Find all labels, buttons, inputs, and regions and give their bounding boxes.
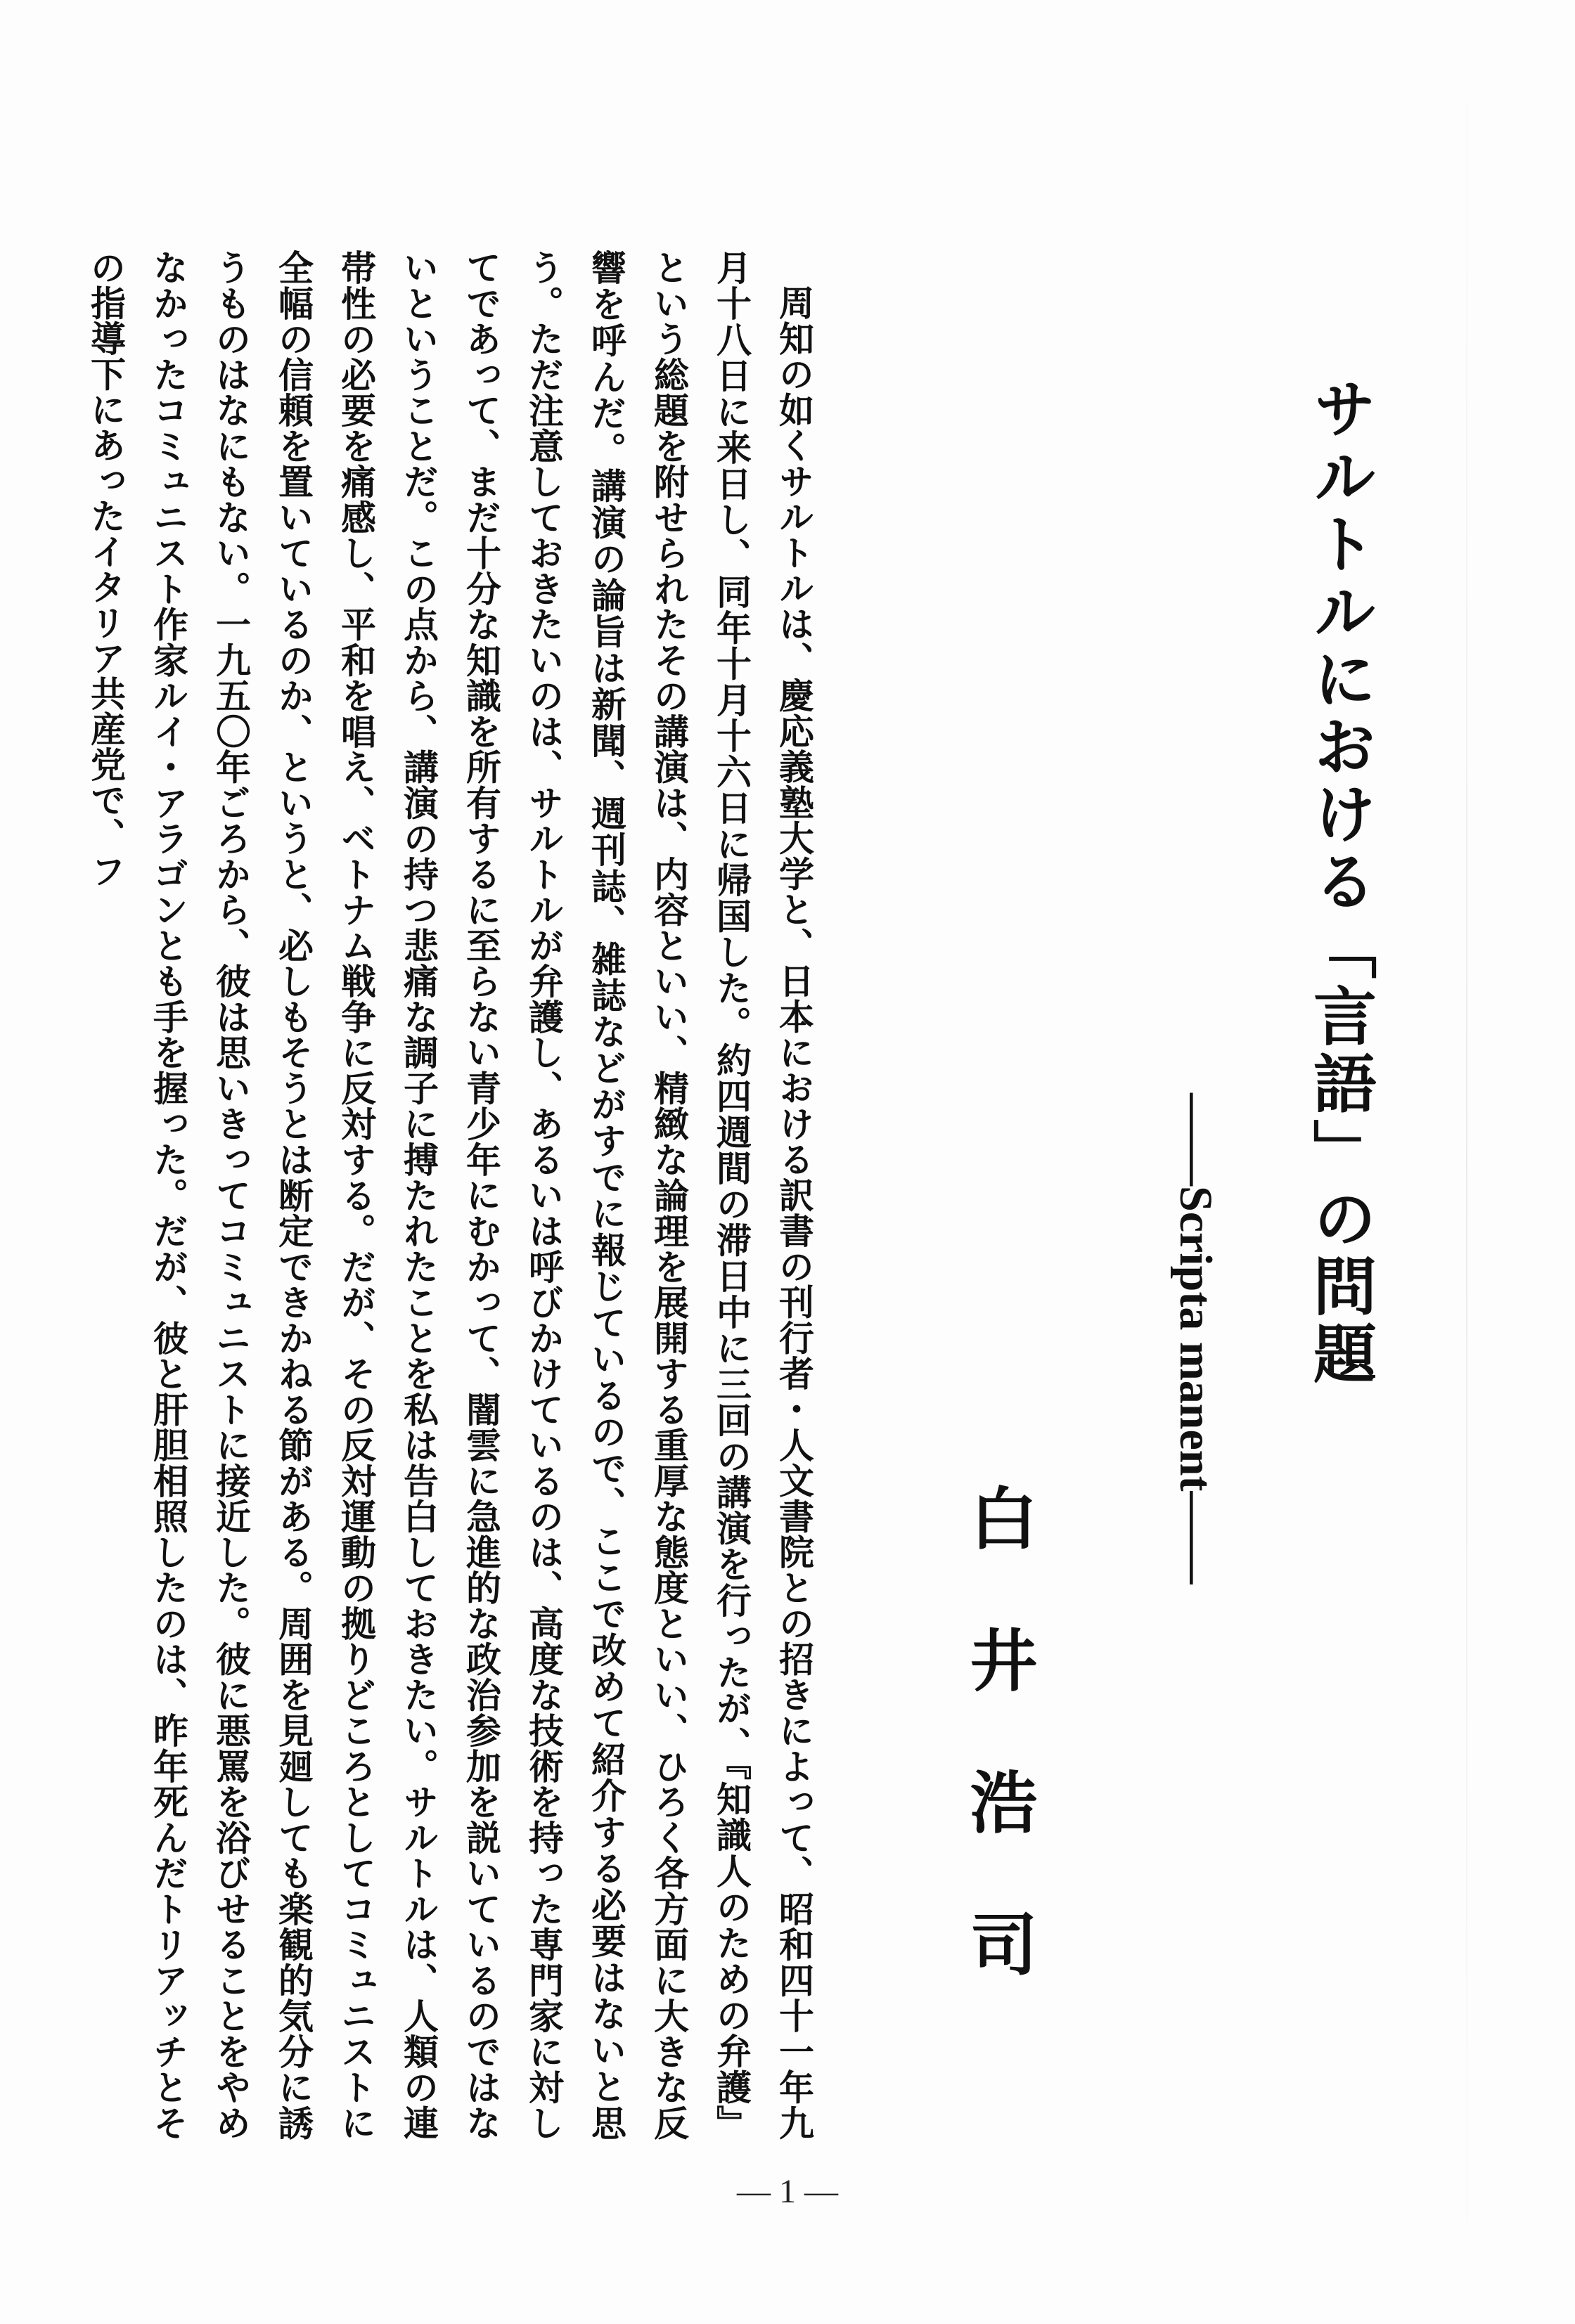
page-number: — 1 — (737, 2173, 838, 2210)
article-title: サルトルにおける「言語」の問題 (1302, 376, 1377, 1388)
article-subtitle: ――Scripta manent―― (1170, 1093, 1221, 1584)
body-text (0, 250, 825, 2141)
author-name: 白井浩司 (959, 1483, 1039, 2051)
body-paragraph: 周知の如くサルトルは、慶応義塾大学と、日本における訳書の刊行者・人文書院との招きによって、昭和四十一年九月十八日に来日し、同年十月十六日に帰国した。約四週間の滞日中に三回の講演を行ったが、『知識人のための弁護』という総題を附せられたその講演は、内容といい、精緻な論理を展開する重厚な態度といい、ひろく各方面に大きな反響を呼んだ。講演の論旨は新聞、週刊誌、雑誌などがすでに報じているので、ここで改めて紹介する必要はないと思う。ただ注意しておきたいのは、サルトルが弁護し、あるいは呼びかけているのは、高度な技術を持った専門家に対してであって、まだ十分な知識を所有するに至らない青少年にむかって、闇雲に急進的な政治参加を説いているのではないということだ。この点から、講演の持つ悲痛な調子に搏たれたことを私は告白しておきたい。サルトルは、人類の連帯性の必要を痛感し、平和を唱え、ベトナム戦争に反対する。だが、その反対運動の拠りどころとしてコミュニストに全幅の信頼を置いているのか、というと、必しもそうとは断定できかねる節がある。周囲を見廻しても楽観的気分に誘うものはなにもない。一九五〇年ごろから、彼は思いきってコミュニストに接近した。彼に悪罵を浴びせることをやめなかったコミュニスト作家ルイ・アラゴンとも手を握った。だが、彼と肝胆相照したのは、昨年死んだトリアッチとその指導下にあったイタリア共産党で、フ (85, 250, 815, 2141)
page-fold-shadow (1466, 0, 1467, 2324)
